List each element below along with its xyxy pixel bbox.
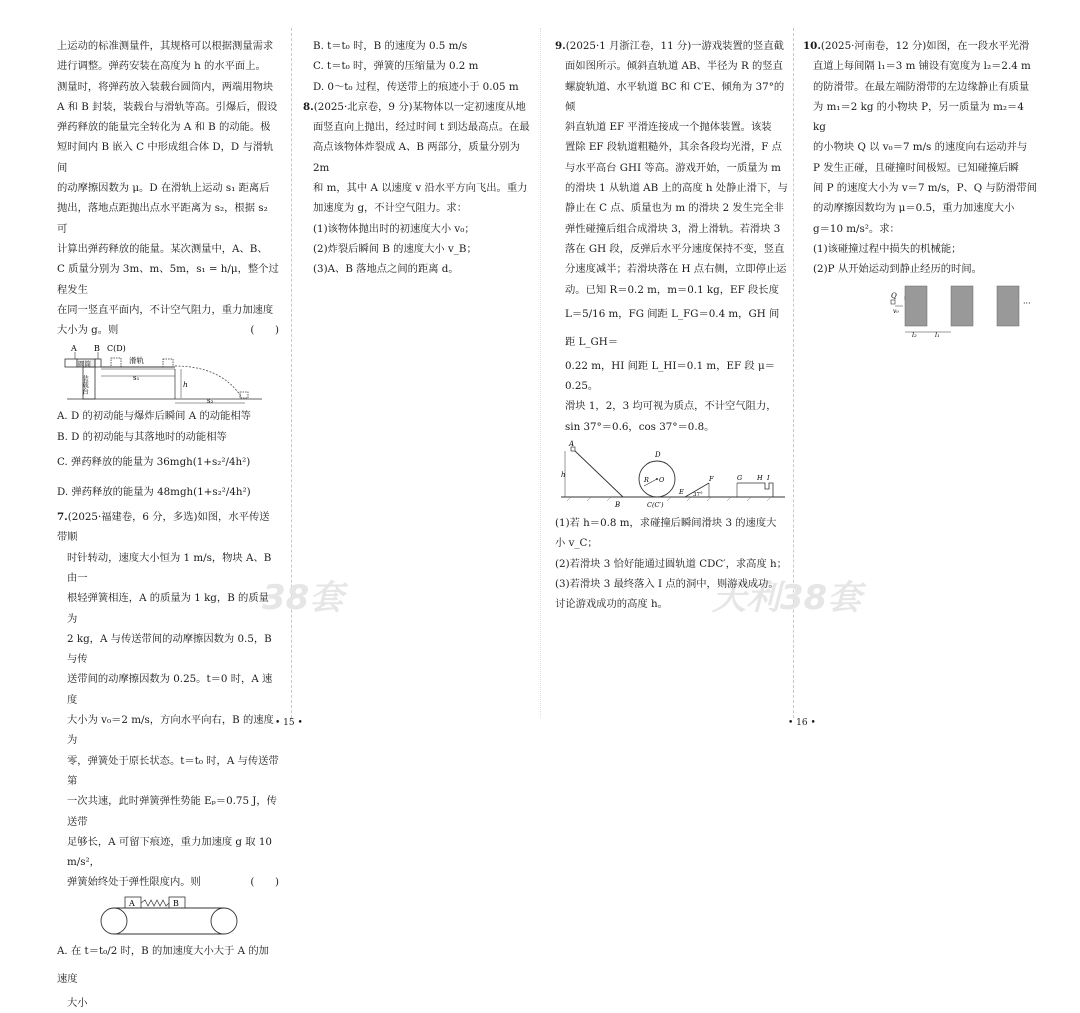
q9-subq: 小 v_C； (555, 537, 598, 550)
text-line: 计算出弹药释放的能量。某次测量中，A、B、 (57, 242, 268, 255)
q9-line: 分速度减半；若滑块落在 H 点右侧，立即停止运 (565, 263, 787, 276)
fig-label-v0: v₀ (893, 307, 899, 315)
q9-line (555, 36, 789, 56)
column-1 (57, 36, 279, 1013)
question-number: 10. (803, 40, 821, 52)
text-line: 在同一竖直平面内，不计空气阻力，重力加速度 (57, 303, 274, 316)
q7-option-a: A. 在 t＝t₀/2 时，B 的加速度大小大于 A 的加速度 (57, 944, 269, 985)
q8-line: 和 m，其中 A 以速度 v 沿水平方向飞出。重力 (313, 182, 528, 195)
fig-label-angle: 37° (693, 492, 703, 499)
fig-label-stand: 装载台 (81, 375, 89, 395)
q10-line: 的动摩擦因数均为 μ＝0.5，重力加速度大小 (813, 202, 1015, 215)
question-number: 8. (303, 100, 314, 113)
q9-line: 静止在 C 点、质量也为 m 的滑块 2 发生完全非 (565, 202, 784, 215)
answer-paren: ( ) (250, 324, 279, 337)
track-figure (561, 439, 791, 511)
text-span: (2025·1 月浙江卷，11 分)一游戏装置的竖直截 (565, 40, 784, 52)
fig-label-f: F (709, 475, 714, 484)
fig-label-o: O (659, 476, 665, 485)
q10-line: 间 P 的速度大小为 v＝7 m/s，P、Q 与防滑带间 (813, 182, 1038, 195)
fig-label-a: A (129, 898, 135, 908)
q9-line: 面如图所示。倾斜直轨道 AB、半径为 R 的竖直 (565, 60, 783, 73)
q9-subq: (2)若滑块 3 恰好能通过圆轨道 CDC′，求高度 h； (555, 557, 787, 570)
q7-line: 一次共速，此时弹簧弹性势能 Eₚ＝0.75 J，传送带 (67, 795, 277, 828)
fig-label-a: A (71, 344, 77, 354)
q8-subq: (3)A、B 落地点之间的距离 d。 (313, 263, 459, 276)
fig-label-i: I (767, 474, 770, 483)
q7-option-d: D. 0～t₀ 过程，传送带上的痕迹小于 0.05 m (313, 80, 519, 93)
text-span: 大小为 g。则 (57, 324, 119, 337)
fig-label-d: D (655, 451, 661, 460)
q9-line: 落在 GH 段，反弹后水平分速度保持不变，竖直 (565, 242, 785, 255)
q7-option-c: C. t＝t₀ 时，弹簧的压缩量为 0.2 m (313, 60, 479, 73)
question-number: 7. (57, 511, 68, 524)
antislip-figure (883, 284, 1063, 338)
fig-label-s1: s₁ (133, 374, 140, 383)
fig-label-h: h (561, 471, 566, 480)
fig-label-h: h (183, 380, 188, 390)
q7-line: 时针转动，速度大小恒为 1 m/s，物块 A、B 由一 (67, 551, 272, 584)
q9-line: 螺旋轨道、水平轨道 BC 和 C′E、倾角为 37°的倾 (565, 80, 785, 113)
launcher-figure (57, 342, 277, 404)
column-4 (803, 36, 1039, 340)
q7-line: 送带间的动摩擦因数为 0.25。t＝0 时，A 速度 (67, 673, 273, 706)
option-d: D. 弹药释放的能量为 48mgh(1+s₂²/4h²) (57, 486, 251, 499)
fig-label-r: R (644, 476, 649, 485)
fig-label-l2: l₂ (912, 330, 917, 338)
q10-line (803, 36, 1039, 56)
text-span: (2025·北京卷，9 分)某物体以一定初速度从地 (313, 100, 526, 113)
q9-line: 与水平高台 GHI 等高。游戏开始，一质量为 m (565, 161, 781, 174)
text-line: 上运动的标准测量件，其规格可以根据测量需求 (57, 40, 274, 52)
answer-paren: ( ) (250, 876, 279, 889)
q7-option-b: B. t＝t₀ 时，B 的速度为 0.5 m/s (313, 40, 468, 52)
text-line: 弹药释放的能量完全转化为 A 和 B 的动能。极 (57, 121, 271, 134)
text-line: 进行调整。弹药安装在高度为 h 的水平面上。 (57, 60, 266, 73)
q7-option-a-cont: 大小 (67, 996, 88, 1009)
q9-line: 的滑块 1 从轨道 AB 上的高度 h 处静止滑下，与 (565, 182, 788, 195)
q9-line: 置除 EF 段轨道粗糙外，其余各段均光滑，F 点 (565, 141, 782, 154)
option-a: A. D 的初动能与爆炸后瞬间 A 的动能相等 (57, 410, 251, 423)
q7-line (57, 507, 279, 548)
text-line: 的动摩擦因数为 μ。D 在滑轨上运动 s₁ 距离后 (57, 182, 270, 195)
q9-line: 动。已知 R＝0.2 m，m＝0.1 kg，EF 段长度 (565, 283, 779, 296)
fig-label-tube: 圆筒 (78, 360, 91, 369)
q8-subq: (1)该物体抛出时的初速度大小 v₀； (313, 222, 475, 235)
fig-label-dots: ··· (1023, 298, 1031, 308)
watermark-right: 天利38套 (712, 578, 862, 618)
fig-label-b: B (173, 898, 179, 908)
q10-line: 的小物块 Q 以 v₀＝7 m/s 的速度向右运动并与 (813, 141, 1028, 154)
q8-line (303, 97, 530, 117)
q9-line: 滑块 1，2，3 均可视为质点，不计空气阻力， (565, 400, 777, 413)
q8-subq: (2)炸裂后瞬间 B 的速度大小 v_B； (313, 242, 477, 255)
text-line: 短时间内 B 嵌入 C 中形成组合体 D，D 与滑轨间 (57, 141, 274, 174)
fig-label-l1: l₁ (935, 330, 940, 338)
q10-line: 的防滑带。在最左端防滑带的左边缘静止有质量 (813, 80, 1030, 93)
fig-label-cd: C(D) (107, 344, 126, 354)
fig-label-e: E (679, 488, 684, 497)
q7-line: 大小为 v₀＝2 m/s，方向水平向右，B 的速度为 (67, 714, 274, 747)
conveyor-figure (57, 895, 277, 935)
text-line: 测量时，将弹药放入装载台圆筒内，两端用物块 (57, 80, 274, 93)
fig-label-h2: H (757, 474, 763, 483)
text-span: (2025·河南卷，12 分)如图，在一段水平光滑 (820, 40, 1030, 52)
fig-label-q: Q (891, 291, 897, 300)
q7-line: 根轻弹簧相连，A 的质量为 1 kg，B 的质量为 (67, 592, 269, 625)
q9-subq: (3)若滑块 3 最终落入 I 点的洞中，则游戏成功。 (555, 577, 779, 590)
q10-line: g＝10 m/s²。求： (813, 222, 900, 235)
page-gutter (540, 28, 541, 718)
q8-line: 高点该物体炸裂成 A、B 两部分，质量分别为 2m (313, 141, 520, 174)
fig-label-b: B (615, 501, 621, 510)
column-2 (303, 36, 530, 280)
q7-line: 足够长，A 可留下痕迹，重力加速度 g 取 10 m/s²， (67, 835, 272, 869)
q8-line: 加速度为 g，不计空气阻力。求： (313, 202, 468, 215)
q10-subq: (2)P 从开始运动到静止经历的时间。 (813, 263, 982, 276)
option-c: C. 弹药释放的能量为 36mgh(1+s₂²/4h²) (57, 456, 251, 469)
q9-line: sin 37°＝0.6，cos 37°＝0.8。 (565, 420, 715, 433)
text-span: (2025·福建卷，6 分，多选)如图，水平传送带顺 (57, 511, 270, 544)
watermark-left: 38套 (262, 578, 344, 618)
fig-label-b: B (94, 344, 100, 354)
q9-subq: (1)若 h＝0.8 m，求碰撞后瞬间滑块 3 的速度大 (555, 517, 777, 530)
q9-line: 斜直轨道 EF 平滑连接成一个抛体装置。该装 (565, 121, 772, 134)
fig-label-g: G (737, 474, 743, 483)
q9-line: 弹性碰撞后组合成滑块 3，滑上滑轨。若滑块 3 (565, 222, 781, 235)
page-number-left: • 15 • (275, 718, 303, 728)
q10-line: P 发生正碰，且碰撞时间极短。已知碰撞后瞬 (813, 161, 1019, 174)
q7-line (57, 872, 279, 892)
text-line: C 质量分别为 3m、m、5m，s₁ = h/μ，整个过程发生 (57, 263, 279, 296)
text-span: 弹簧始终处于弹性限度内。则 (67, 876, 201, 889)
text-line: 抛出，落地点距抛出点水平距离为 s₂，根据 s₂ 可 (57, 202, 268, 235)
fig-label-c: C(C′) (647, 501, 664, 510)
q10-subq: (1)该碰撞过程中损失的机械能； (813, 242, 962, 255)
q8-line: 面竖直向上抛出，经过时间 t 到达最高点。在最 (313, 121, 530, 134)
q10-line: 直道上每间隔 l₁＝3 m 铺设有宽度为 l₂＝2.4 m (813, 60, 1031, 73)
text-line: A 和 B 封装，装载台与滑轨等高。引爆后，假设 (57, 100, 278, 113)
q7-line: 零，弹簧处于原长状态。t＝t₀ 时，A 与传送带第 (67, 754, 279, 787)
text-line (57, 320, 279, 340)
q9-line: L＝5/16 m，FG 间距 L_FG＝0.4 m，GH 间距 L_GH＝ (565, 307, 780, 348)
q9-subq: 讨论游戏成功的高度 h。 (555, 598, 668, 611)
q9-line: 0.22 m，HI 间距 L_HI＝0.1 m，EF 段 μ＝0.25。 (565, 359, 775, 393)
fig-label-rail: 滑轨 (129, 356, 144, 366)
fig-label-a: A (569, 440, 575, 449)
page-number-right: • 16 • (788, 718, 816, 728)
fig-label-s2: s₂ (207, 397, 214, 405)
column-3 (555, 36, 789, 615)
question-number: 9. (555, 40, 566, 52)
option-b: B. D 的初动能与其落地时的动能相等 (57, 430, 227, 443)
q7-line: 2 kg，A 与传送带间的动摩擦因数为 0.5，B 与传 (67, 632, 272, 666)
q10-line: 为 m₁＝2 kg 的小物块 P，另一质量为 m₂＝4 kg (813, 100, 1024, 134)
